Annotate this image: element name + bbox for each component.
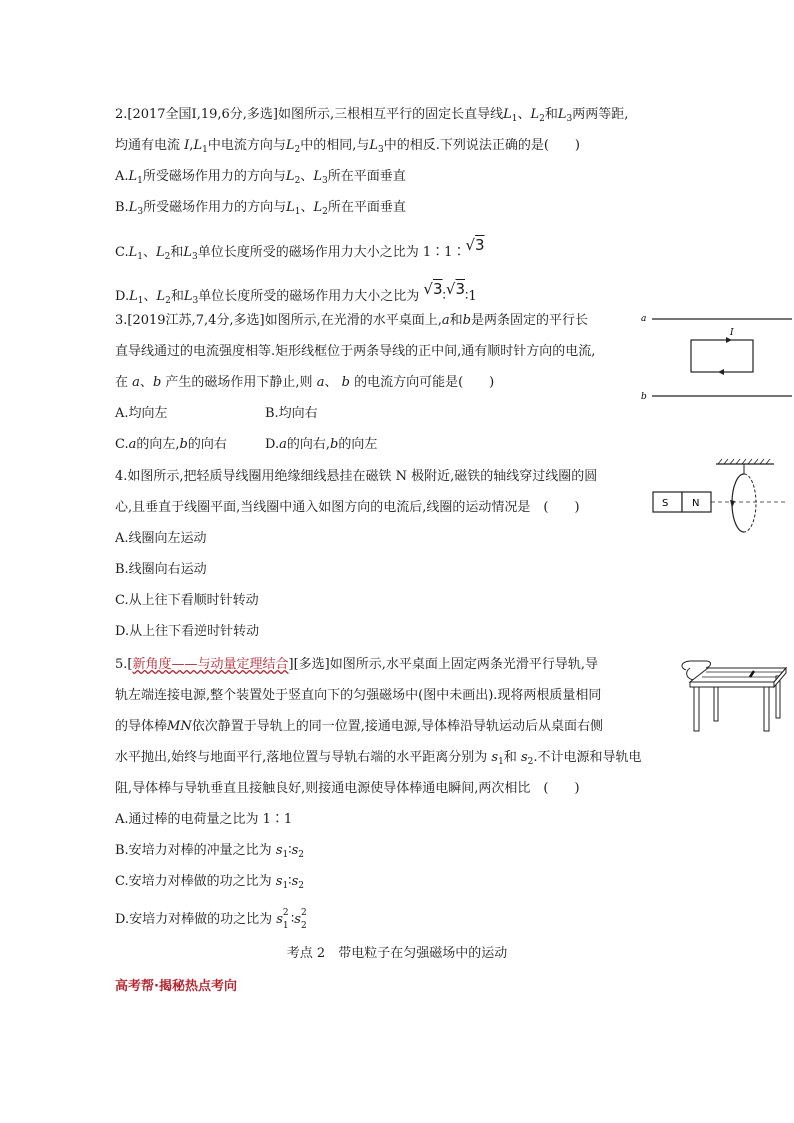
- sqrt-3-symbol: √3: [445, 280, 466, 298]
- q5-stem-line3: 的导体棒MN依次静置于导轨上的同一位置,接通电源,导体棒沿导轨运动后从桌面右侧: [115, 719, 603, 734]
- q5-option-a: A.通过棒的电荷量之比为 1∶1: [115, 812, 293, 827]
- section-title: 考点 2 带电粒子在匀强磁场中的运动: [286, 946, 508, 961]
- q4-option-c: C.从上往下看顺时针转动: [115, 593, 259, 608]
- power-source: [682, 661, 711, 670]
- sqrt-3-symbol: √3: [465, 236, 485, 254]
- q2-option-a: $A.L_1$所受磁场作用力的方向与$L_2$、$L_3$所在平面垂直: [115, 169, 406, 186]
- q4-option-a: A.线圈向左运动: [115, 531, 207, 546]
- q2-option-d: $D.L_1$、$L_2$和$L_3$单位长度所受的磁场作用力大小之比为 √3∶√3∶1: [115, 280, 477, 306]
- q4-option-d: D.从上往下看逆时针转动: [115, 624, 260, 639]
- q3-figure-parallel-wires: [632, 308, 794, 404]
- q2-stem-line2: 均通有电流 $I,L_1$中电流方向与$L_2$中的相同,与$L_3$中的相反.下列说法正确的是( ): [115, 138, 580, 155]
- q3-stem-line1: 3.[2019江苏,7,4分,多选]如图所示,在光滑的水平桌面上,a和b是两条固定的平行长: [115, 313, 588, 328]
- q3-options-row2: C.a的向左,b的向右 D.a的向右,b的向左: [115, 437, 378, 452]
- rectangular-loop: [691, 340, 753, 372]
- q2-option-b: $B.L_3$所受磁场作用力的方向与$L_1$、$L_2$所在平面垂直: [115, 200, 406, 217]
- q5-option-b: B.安培力对棒的冲量之比为 $s_1∶s_2$: [115, 843, 305, 860]
- q4-figure-magnet-coil: [648, 458, 794, 540]
- table-edge: [690, 682, 774, 687]
- q5-stem-line2: 轨左端连接电源,整个装置处于竖直向下的匀强磁场中(图中未画出).现将两根质量相同: [115, 688, 602, 703]
- table-leg: [694, 687, 699, 731]
- current-label: I: [730, 328, 734, 338]
- q5-option-c: C.安培力对棒做的功之比为 $s_1∶s_2$: [115, 874, 304, 891]
- magnet-s-label: S: [662, 498, 669, 509]
- q3-stem-line2: 直导线通过的电流强度相等.矩形线框位于两条导线的正中间,通有顺时针方向的电流,: [115, 344, 596, 359]
- sqrt-3-symbol: √3: [423, 280, 443, 298]
- wire-a-label: a: [641, 314, 647, 324]
- q4-stem-line2: 心,且垂直于线圈平面,当线圈中通入如图方向的电流后,线圈的运动情况是 ( ): [115, 500, 580, 515]
- q3-options-row1: A.均向左 B.均向右: [115, 406, 318, 421]
- table-leg: [714, 687, 718, 721]
- q5-figure-table-rails: [676, 656, 794, 736]
- q2-stem-line1: 2.[2017全国Ⅰ,19,6分,多选]如图所示,三根相互平行的固定长直导线$L_1$、$L_2$和$L_3$两两等距,: [115, 107, 629, 124]
- q4-stem-line1: 4.如图所示,把轻质导线圈用绝缘细线悬挂在磁铁 N 极附近,磁铁的轴线穿过线圈的圆: [115, 469, 598, 484]
- ceiling-hatch: [718, 459, 770, 464]
- q5-option-d: D.安培力对棒做的功之比为 s 2 1 ∶s 2 2: [115, 908, 307, 931]
- coil-back: [744, 474, 756, 532]
- q2-option-c: $C.L_1$、$L_2$和$L_3$单位长度所受的磁场作用力大小之比为 1∶1∶√3: [115, 236, 485, 262]
- q3-stem-line3: 在 a、b 产生的磁场作用下静止,则 a、 b 的电流方向可能是( ): [115, 375, 495, 390]
- q5-stem-line4: 水平抛出,始终与地面平行,落地位置与导轨右端的水平距离分别为 $s_1$和 $s_2$.不计电源和导轨电: [115, 750, 642, 767]
- magnet-n-label: N: [692, 498, 700, 509]
- current-arrow-icon: [730, 500, 735, 508]
- table-top: [690, 668, 786, 682]
- q5-stem-line1: 5.[新角度——与动量定理结合][多选]如图所示,水平桌面上固定两条光滑平行导轨,导: [115, 657, 598, 672]
- q4-option-b: B.线圈向右运动: [115, 562, 207, 577]
- table-leg: [764, 687, 769, 731]
- red-banner-heading: 高考帮·揭秘热点考向: [115, 979, 237, 994]
- q5-stem-line5: 阻,导体棒与导轨垂直且接触良好,则接通电源使导体棒通电瞬间,两次相比 ( ): [115, 781, 580, 796]
- arrow-left-icon: [718, 369, 724, 375]
- wire-b-label: b: [641, 392, 647, 402]
- q5-new-angle-tag: 新角度——与动量定理结合: [132, 657, 289, 672]
